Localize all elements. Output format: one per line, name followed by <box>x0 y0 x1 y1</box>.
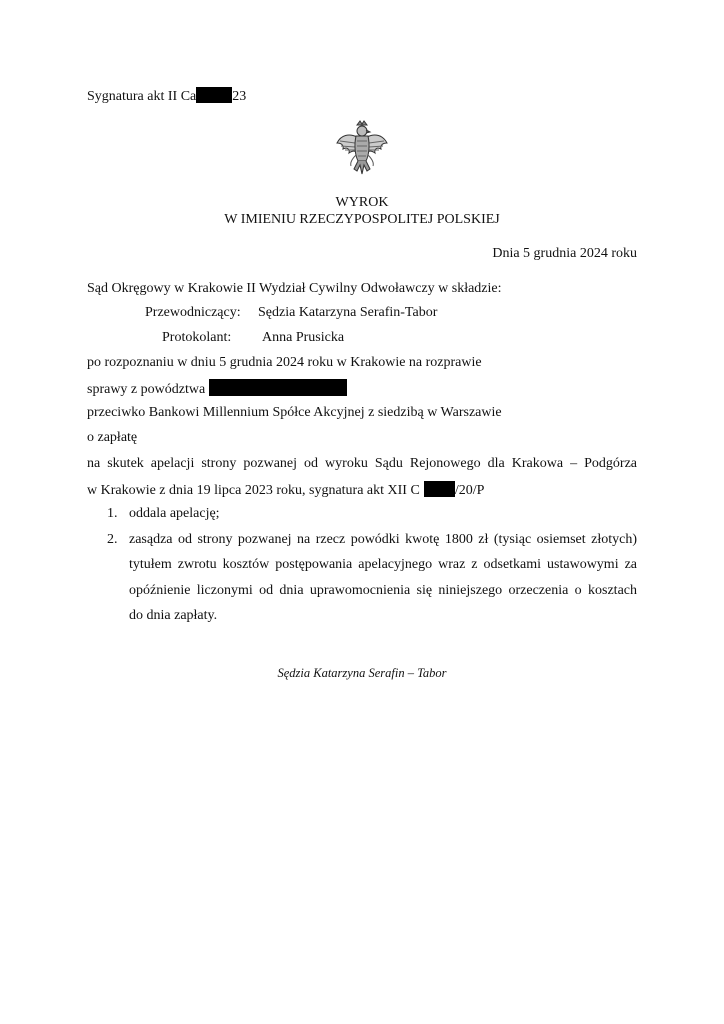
judgment-date: Dnia 5 grudnia 2024 roku <box>492 246 637 261</box>
appeal-line-2 <box>87 481 484 500</box>
ruling-1-text: oddala apelację; <box>129 506 220 521</box>
polish-eagle-emblem-icon <box>335 119 389 179</box>
defendant-line: przeciwko Bankowi Millennium Spółce Akcyjnej z siedzibą w Warszawie <box>87 405 502 420</box>
ruling-2-number: 2. <box>107 532 118 547</box>
case-signature <box>87 87 246 106</box>
subject-line: o zapłatę <box>87 430 138 445</box>
presiding-value: Sędzia Katarzyna Serafin-Tabor <box>258 305 438 320</box>
presiding-label: Przewodniczący: <box>145 305 241 320</box>
judgment-subtitle: W IMIENIU RZECZYPOSPOLITEJ POLSKIEJ <box>224 212 500 227</box>
ruling-2-line-3: opóźnienie liczonymi od dnia uprawomocnienia się niniejszego orzeczenia o kosztach <box>129 583 637 598</box>
presiding-judge-row <box>145 304 241 322</box>
ruling-2-line-1: zasądza od strony pozwanej na rzecz powódki kwotę 1800 zł (tysiąc osiemset złotych) <box>129 532 637 547</box>
redaction-box <box>424 481 455 497</box>
plaintiff-line <box>87 379 347 399</box>
court-name: Sąd Okręgowy w Krakowie II Wydział Cywilny Odwoławczy w składzie: <box>87 281 502 296</box>
appeal-line-2-suffix: /20/P <box>454 483 485 498</box>
plaintiff-prefix: sprawy z powództwa <box>87 382 206 397</box>
ruling-2-line-2: tytułem zwrotu kosztów postępowania apelacyjnego wraz z odsetkami ustawowymi za <box>129 557 637 572</box>
clerk-value: Anna Prusicka <box>262 330 345 345</box>
redaction-box <box>209 379 347 396</box>
case-signature-prefix: Sygnatura akt II Ca <box>87 89 197 104</box>
clerk-label: Protokolant: <box>162 330 232 345</box>
judgment-title: WYROK <box>335 195 389 210</box>
case-signature-suffix: 23 <box>232 89 247 104</box>
judge-signature: Sędzia Katarzyna Serafin – Tabor <box>277 666 447 680</box>
ruling-1-number: 1. <box>107 506 118 521</box>
hearing-line: po rozpoznaniu w dniu 5 grudnia 2024 roku w Krakowie na rozprawie <box>87 355 482 370</box>
ruling-2-line-4: do dnia zapłaty. <box>129 608 218 623</box>
appeal-line-1: na skutek apelacji strony pozwanej od wyroku Sądu Rejonowego dla Krakowa – Podgórza <box>87 456 637 471</box>
appeal-line-2-prefix: w Krakowie z dnia 19 lipca 2023 roku, sygnatura akt XII C <box>87 483 420 498</box>
redaction-box <box>196 87 232 103</box>
